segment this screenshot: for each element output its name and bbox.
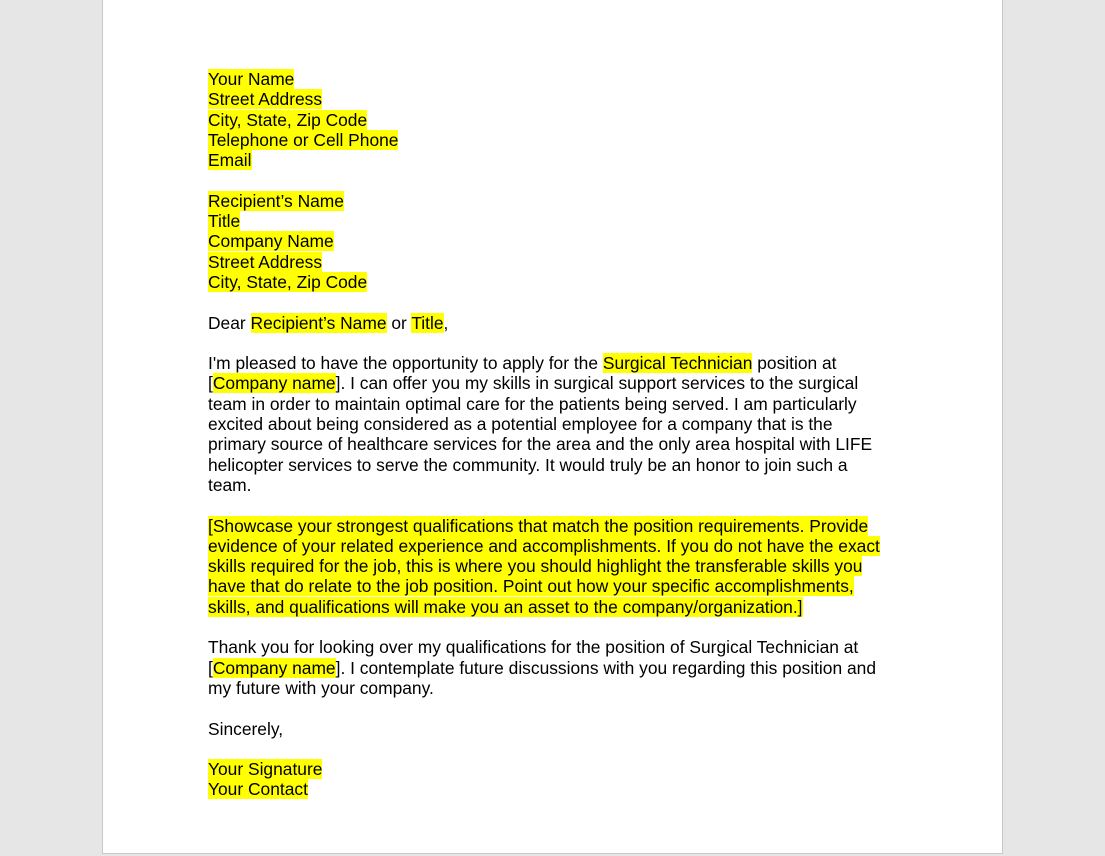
para3-line3: my future with your company. (208, 677, 434, 698)
sender-phone: Telephone or Cell Phone (208, 129, 399, 150)
salutation-comma: , (443, 312, 449, 333)
recipient-block (208, 191, 898, 292)
company-placeholder-2: Company name (212, 657, 336, 678)
signature: Your Signature (208, 759, 323, 780)
para3-line2: ]. I contemplate future discussions with you regarding this position and (335, 657, 876, 678)
para1-line1a: I'm pleased to have the opportunity to apply for the (208, 353, 603, 374)
sender-city: City, State, Zip Code (208, 109, 368, 130)
recipient-title: Title (208, 211, 241, 232)
salutation-or: or (386, 312, 412, 333)
paragraph-qualifications (208, 516, 898, 617)
para3-line1: Thank you for looking over my qualifications for the position of Surgical Technician at (208, 637, 859, 658)
salutation-name: Recipient’s Name (250, 312, 387, 333)
position-placeholder: Surgical Technician (602, 353, 753, 374)
para1-bracket: [ (208, 373, 213, 394)
sender-block (208, 69, 898, 170)
recipient-company: Company Name (208, 231, 334, 252)
para1-line1b: position at (752, 353, 837, 374)
para2-line5: skills, and qualifications will make you an asset to the company/organization.] (208, 596, 803, 617)
paragraph-thanks (208, 637, 898, 698)
closing-text: Sincerely, (208, 718, 284, 739)
signature-block (208, 759, 898, 800)
para1-line7: team. (208, 474, 252, 495)
salutation-title: Title (411, 312, 444, 333)
para1-line2: ]. I can offer you my skills in surgical support services to the surgical (335, 373, 859, 394)
company-placeholder: Company name (212, 373, 336, 394)
sender-street: Street Address (208, 89, 323, 110)
salutation-dear: Dear (208, 312, 251, 333)
para1-line5: primary source of healthcare services for the area and the only area hospital with LIFE (208, 434, 873, 455)
closing (208, 719, 898, 739)
paragraph-intro (208, 353, 898, 495)
signature-contact: Your Contact (208, 779, 308, 800)
para1-line3: team in order to maintain optimal care for the patients being served. I am particularly (208, 393, 857, 414)
recipient-city: City, State, Zip Code (208, 271, 368, 292)
para1-line4: excited about being considered as a potential employee for a company that is the (208, 414, 833, 435)
para2-line2: evidence of your related experience and accomplishments. If you do not have the exact (208, 535, 880, 556)
sender-email: Email (208, 150, 252, 171)
para1-line6: helicopter services to serve the community. It would truly be an honor to join such a (208, 454, 848, 475)
para2-line4: have that do relate to the job position. Point out how your specific accomplishments, (208, 576, 854, 597)
para2-line1: [Showcase your strongest qualifications that match the position requirements. Provide (208, 515, 869, 536)
sender-name: Your Name (208, 69, 295, 89)
recipient-street: Street Address (208, 251, 323, 272)
recipient-name: Recipient’s Name (208, 190, 344, 211)
para3-bracket: [ (208, 657, 213, 678)
salutation (208, 313, 898, 333)
document-page (102, 0, 1003, 854)
letter-body (208, 69, 898, 800)
para2-line3: skills required for the job, this is where you should highlight the transferable skills you (208, 556, 863, 577)
